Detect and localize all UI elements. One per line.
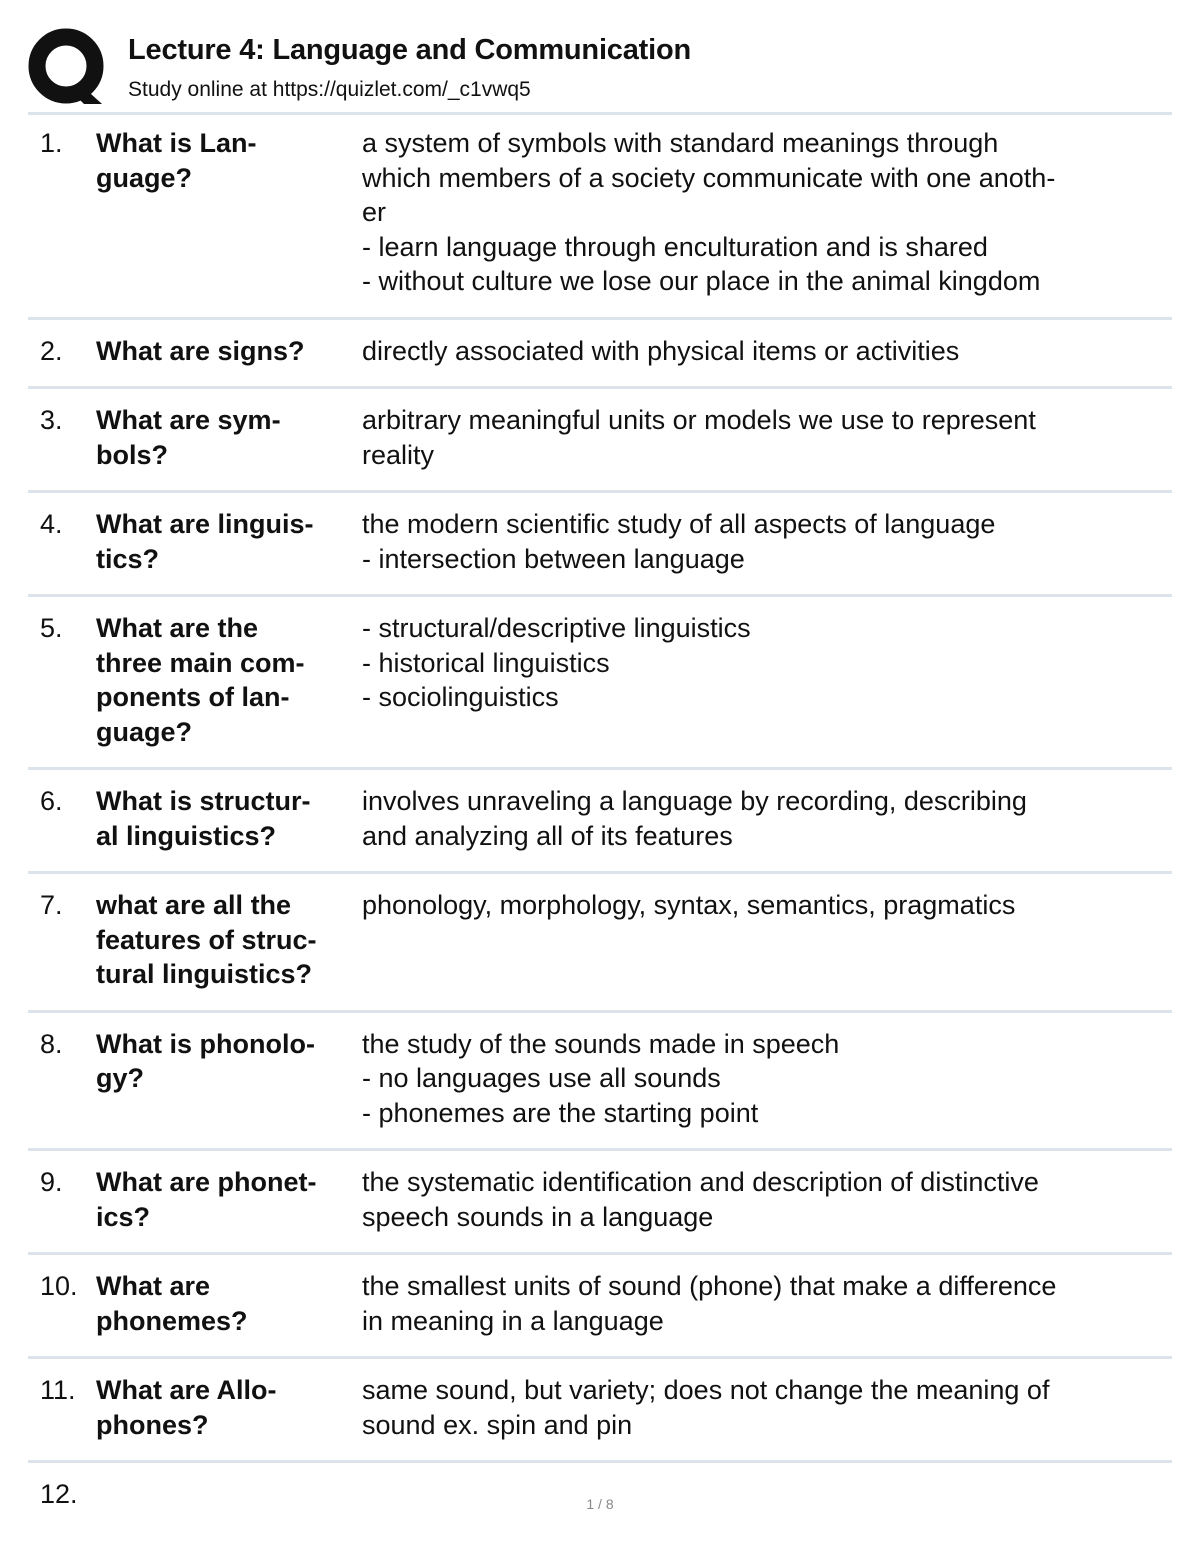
flashcard-row <box>28 389 1172 493</box>
document-title: Lecture 4: Language and Communication <box>128 34 691 66</box>
card-definition: arbitrary meaningful units or models we use to represent reality <box>362 405 1036 470</box>
flashcard-row <box>28 1255 1172 1359</box>
card-number: 1. <box>40 128 63 158</box>
card-number: 5. <box>40 613 63 643</box>
document-header <box>28 28 1172 112</box>
card-term: What are the three main com- ponents of lan- guage? <box>96 613 305 747</box>
card-definition: same sound, but variety; does not change the meaning of sound ex. spin and pin <box>362 1375 1050 1440</box>
flashcard-row <box>28 874 1172 1013</box>
flashcard-list <box>28 112 1172 1530</box>
card-number: 3. <box>40 405 63 435</box>
card-definition: the modern scientific study of all aspects of language - intersection between language <box>362 509 996 574</box>
card-term: What is structur- al linguistics? <box>96 786 311 851</box>
card-term: What are phonemes? <box>96 1271 248 1336</box>
card-number: 4. <box>40 509 63 539</box>
flashcard-row <box>28 1151 1172 1255</box>
card-term: What are Allo- phones? <box>96 1375 277 1440</box>
card-term: What are phonet- ics? <box>96 1167 317 1232</box>
card-term: What are sym- bols? <box>96 405 281 470</box>
card-term: what are all the features of struc- tural linguistics? <box>96 890 317 989</box>
flashcard-row <box>28 597 1172 770</box>
card-number: 9. <box>40 1167 63 1197</box>
card-term: What is Lan- guage? <box>96 128 257 193</box>
card-number: 10. <box>40 1271 78 1301</box>
card-term: What are signs? <box>96 335 305 366</box>
card-definition: a system of symbols with standard meanings through which members of a society communicate with one anoth- er - learn language through enculturation and is shared - without culture we lose our place in the animal kingdom <box>362 128 1056 296</box>
card-definition: the study of the sounds made in speech - no languages use all sounds - phonemes are the starting point <box>362 1028 840 1128</box>
card-number: 12. <box>40 1479 78 1509</box>
card-number: 2. <box>40 335 63 366</box>
flashcard-row <box>28 770 1172 874</box>
card-number: 8. <box>40 1028 63 1059</box>
flashcard-row <box>28 1359 1172 1463</box>
card-number: 11. <box>40 1375 76 1405</box>
card-definition: phonology, morphology, syntax, semantics, pragmatics <box>362 890 1016 920</box>
card-definition: the systematic identification and description of distinctive speech sounds in a language <box>362 1167 1039 1232</box>
card-term: What are linguis- tics? <box>96 509 314 574</box>
flashcard-row <box>28 320 1172 390</box>
card-term: What is phonolo- gy? <box>96 1028 315 1093</box>
document-subtitle: Study online at https://quizlet.com/_c1vwq5 <box>128 78 531 101</box>
card-number: 7. <box>40 890 63 920</box>
card-definition: involves unraveling a language by recording, describing and analyzing all of its features <box>362 786 1027 851</box>
flashcard-row <box>28 1013 1172 1152</box>
card-definition: - structural/descriptive linguistics - historical linguistics - sociolinguistics <box>362 613 751 712</box>
flashcard-row <box>28 112 1172 320</box>
card-definition: the smallest units of sound (phone) that make a difference in meaning in a language <box>362 1271 1057 1336</box>
flashcard-row <box>28 493 1172 597</box>
quizlet-q-logo <box>28 28 108 108</box>
page-number: 1 / 8 <box>586 1496 614 1512</box>
card-definition: directly associated with physical items or activities <box>362 335 960 366</box>
card-number: 6. <box>40 786 63 816</box>
